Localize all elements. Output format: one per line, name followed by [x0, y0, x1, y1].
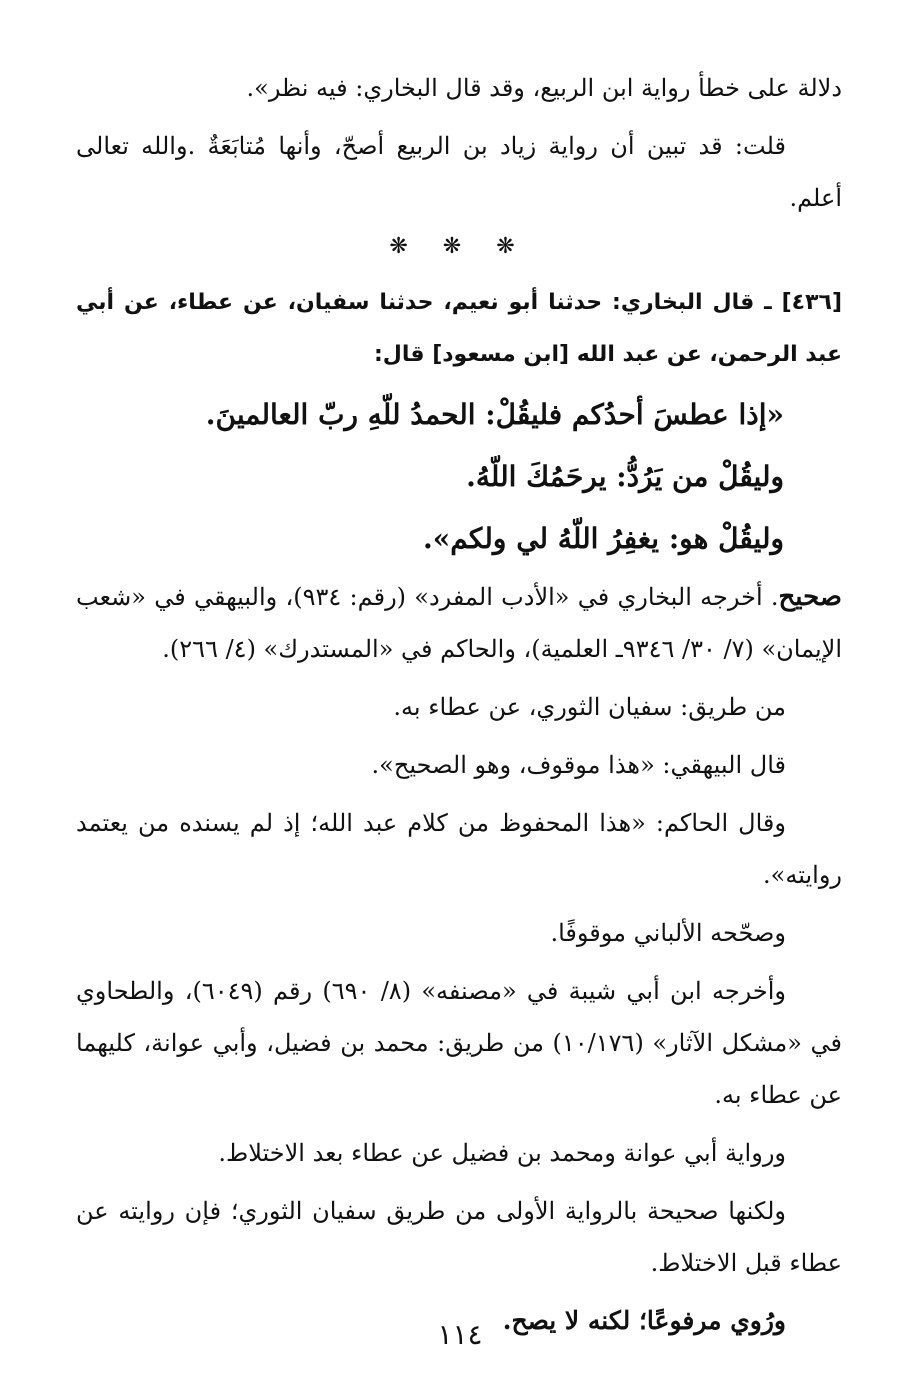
page-number: ١١٤: [437, 1318, 483, 1351]
paragraph-continuation: دلالة على خطأ رواية ابن الربيع، وقد قال البخاري: فيه نظر».: [246, 74, 842, 102]
takhrij-text: . أخرجه البخاري في «الأدب المفرد» (رقم: ٩٣٤)، والبيهقي في «شعب الإيمان» (٧/ ٣٠/ ٩٣٤٦ـ العلمية)، والحاكم في «المستدرك» (٤/ ٢٦٦).: [76, 583, 842, 663]
paragraph-author-note: قلت: قد تبين أن رواية زياد بن الربيع أصحّ، وأنها مُتابَعَةٌ .والله تعالى أعلم.: [76, 132, 842, 212]
paragraph-abu-awana: ورواية أبي عوانة ومحمد بن فضيل عن عطاء بعد الاختلاط.: [218, 1139, 786, 1167]
paragraph-bayhaqi: قال البيهقي: «هذا موقوف، وهو الصحيح».: [371, 751, 786, 779]
page-body: [76, 62, 842, 1353]
takhrij-paragraph: [76, 571, 842, 675]
paragraph-route: من طريق: سفيان الثوري، عن عطاء به.: [393, 693, 786, 721]
paragraph-marfu: ورُوي مرفوعًا؛ لكنه لا يصح.: [502, 1306, 786, 1335]
grading-label: صحيح: [778, 582, 843, 612]
hadith-text: [76, 385, 842, 569]
hadith-heading: [٤٣٦] ـ قال البخاري: حدثنا أبو نعيم، حدثنا سفيان، عن عطاء، عن أبي عبد الرحمن، عن عبد الله [ابن مسعود] قال:: [76, 290, 842, 367]
hadith-line-3: وليقُلْ هو: يغفِرُ اللّهُ لي ولكم».: [423, 522, 784, 555]
paragraph-hakim: وقال الحاكم: «هذا المحفوظ من كلام عبد الله؛ إذ لم يسنده من يعتمد روايته».: [76, 809, 842, 889]
hadith-line-2: وليقُلْ من يَرُدُّ: يرحَمُكَ اللّهُ.: [466, 460, 784, 493]
hadith-line-1: «إذا عطسَ أحدُكم فليقُلْ: الحمدُ للّهِ ربّ العالمينَ.: [205, 398, 784, 431]
section-separator: ❋ ❋ ❋: [389, 234, 529, 259]
paragraph-albani: وصحّحه الألباني موقوفًا.: [550, 919, 786, 947]
paragraph-ibn-abi-shayba: وأخرجه ابن أبي شيبة في «مصنفه» (٨/ ٦٩٠) رقم (٦٠٤٩)، والطحاوي في «مشكل الآثار» (١٠/١٧٦) من طريق: محمد بن فضيل، وأبي عوانة، كليهما عن عطاء به.: [76, 977, 842, 1109]
paragraph-thawri: ولكنها صحيحة بالرواية الأولى من طريق سفيان الثوري؛ فإن روايته عن عطاء قبل الاختلاط.: [76, 1197, 842, 1277]
